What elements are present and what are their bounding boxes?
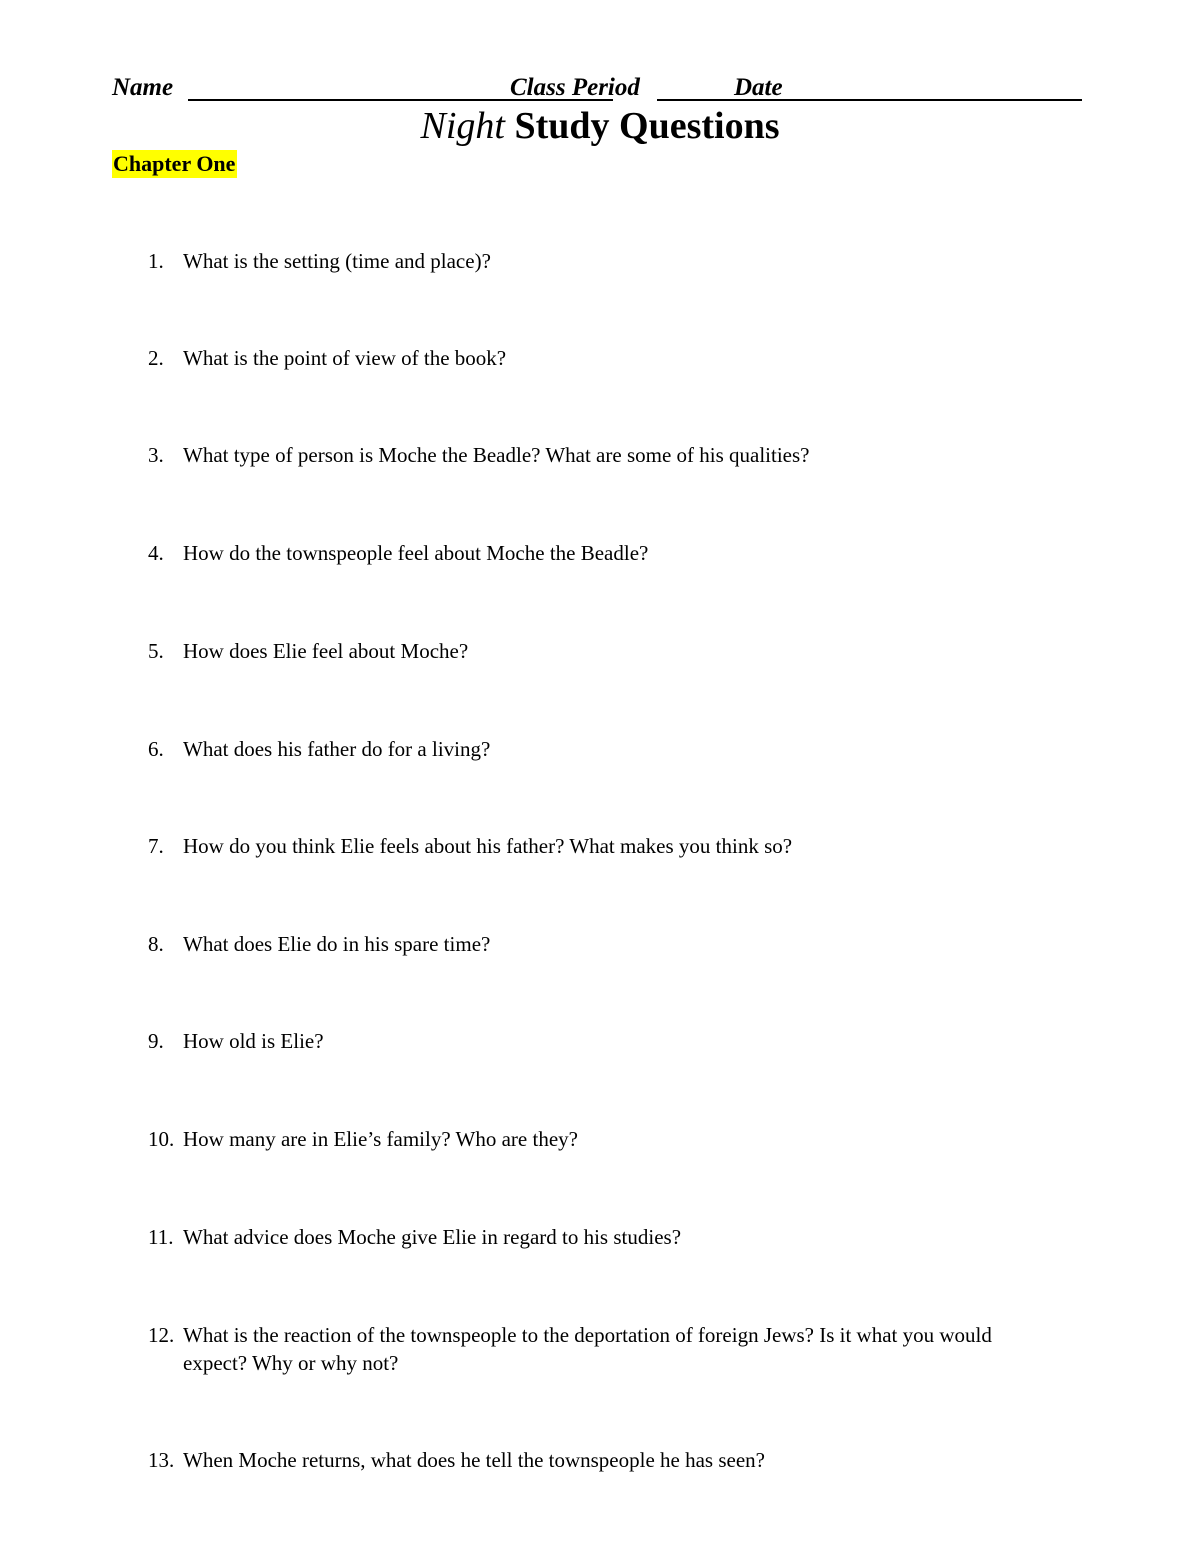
title-rest: Study Questions bbox=[514, 105, 780, 147]
question-text: How many are in Elie’s family? Who are they? bbox=[183, 1127, 578, 1151]
question-number: 2. bbox=[148, 346, 164, 370]
question-number: 8. bbox=[148, 932, 164, 956]
question-text: What does his father do for a living? bbox=[183, 737, 491, 761]
question-number: 12. bbox=[148, 1323, 175, 1347]
book-title: Night bbox=[420, 105, 505, 147]
question-text: What is the reaction of the townspeople to the deportation of foreign Jews? Is it what you would expect? Why or why not? bbox=[183, 1323, 992, 1375]
question-text: What type of person is Moche the Beadle? What are some of his qualities? bbox=[183, 443, 810, 467]
question-number: 9. bbox=[148, 1029, 164, 1053]
question-number: 3. bbox=[148, 443, 164, 467]
question-text: What does Elie do in his spare time? bbox=[183, 932, 491, 956]
question-text: What is the setting (time and place)? bbox=[183, 249, 491, 273]
question-number: 4. bbox=[148, 541, 164, 565]
question-number: 7. bbox=[148, 834, 164, 858]
name-label: Name bbox=[112, 74, 174, 101]
question-text: When Moche returns, what does he tell the townspeople he has seen? bbox=[183, 1448, 765, 1472]
chapter-heading: Chapter One bbox=[113, 151, 236, 176]
date-label: Date bbox=[734, 74, 783, 101]
question-text: How does Elie feel about Moche? bbox=[183, 639, 469, 663]
question-text: How old is Elie? bbox=[183, 1029, 324, 1053]
question-number: 6. bbox=[148, 737, 164, 761]
question-number: 13. bbox=[148, 1448, 175, 1472]
class-period-label: Class Period bbox=[510, 74, 640, 101]
question-number: 10. bbox=[148, 1127, 175, 1151]
question-text: How do you think Elie feels about his father? What makes you think so? bbox=[183, 834, 793, 858]
question-number: 11. bbox=[148, 1225, 174, 1249]
question-text: How do the townspeople feel about Moche the Beadle? bbox=[183, 541, 649, 565]
question-text: What advice does Moche give Elie in regard to his studies? bbox=[183, 1225, 682, 1249]
question-number: 5. bbox=[148, 639, 164, 663]
question-number: 1. bbox=[148, 249, 164, 273]
question-text: What is the point of view of the book? bbox=[183, 346, 507, 370]
